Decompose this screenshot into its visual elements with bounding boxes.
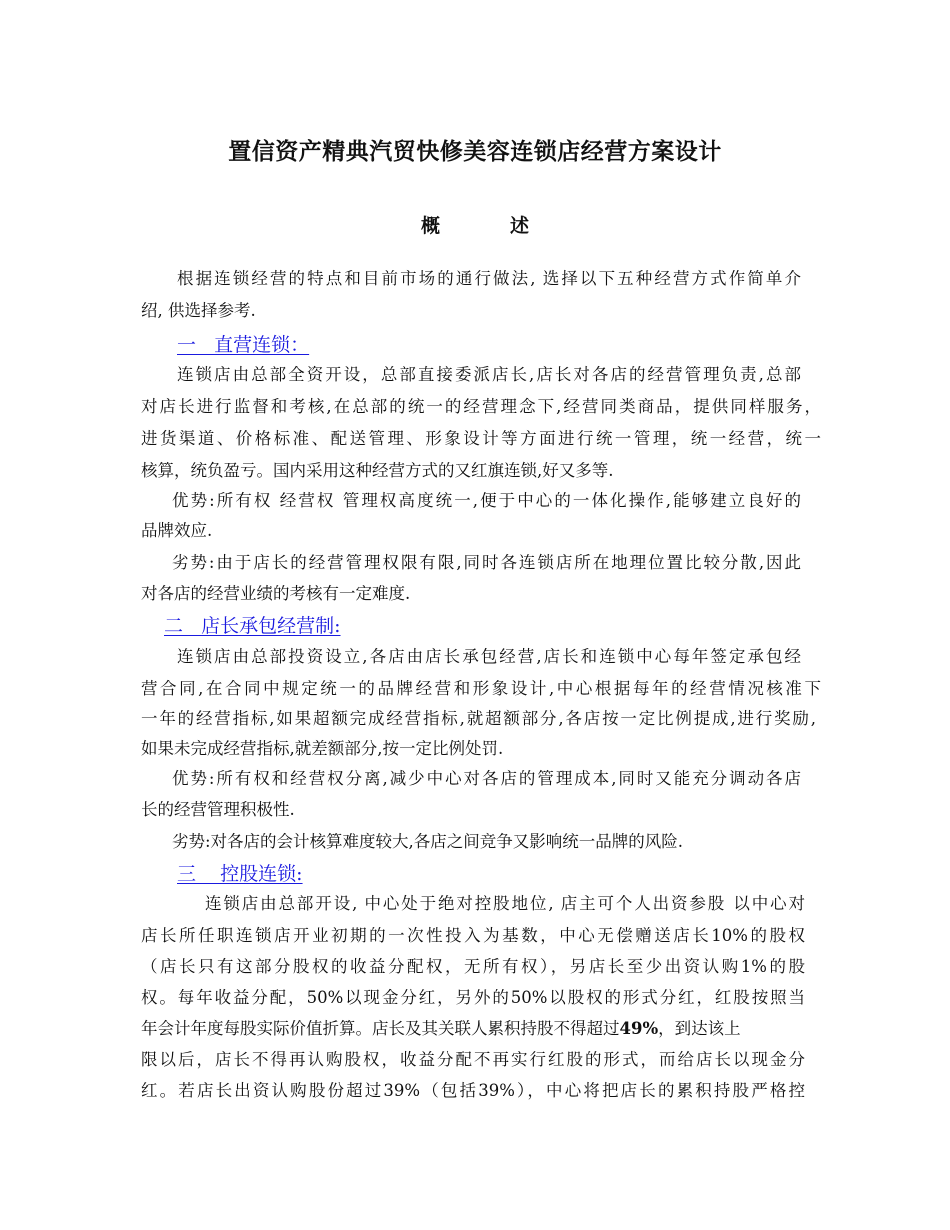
paragraph-line: 营合同,在合同中规定统一的品牌经营和形象设计,中心根据每年的经营情况核准下 [141,679,821,698]
section-subtitle [0,211,950,238]
paragraph-line: 限以后，店长不得再认购股权，收益分配不再实行红股的形式，而给店长以现金分 [141,1050,805,1069]
paragraph-line: 连锁店由总部投资设立,各店由店长承包经营,店长和连锁中心每年签定承包经 [177,647,801,666]
paragraph-line: （店长只有这部分股权的收益分配权，无所有权），另店长至少出资认购1%的股 [141,957,805,976]
pros-line: 长的经营管理积极性. [141,800,295,819]
paragraph-text: 年会计年度每股实际价值折算。店长及其关联人累积持股不得超过 [141,1019,620,1038]
subtitle-right: 述 [510,215,530,237]
paragraph-line: 核算，统负盈亏。国内采用这种经营方式的又红旗连锁,好又多等. [141,461,614,480]
section-heading-manager-contract: 二 店长承包经营制: [164,615,341,637]
intro-line: 根据连锁经营的特点和目前市场的通行做法, 选择以下五种经营方式作简单介 [177,269,801,288]
cons-line: 劣势:由于店长的经营管理权限有限,同时各连锁店所在地理位置比较分散,因此 [172,553,801,572]
section-heading-holding-chain: 三 控股连锁: [177,863,303,885]
document-title: 置信资产精典汽贸快修美容连锁店经营方案设计 [228,138,722,165]
section-heading-direct-chain: 一 直营连锁： [177,334,310,356]
paragraph-line: 如果未完成经营指标,就差额部分,按一定比例处罚. [141,739,504,758]
pros-line: 品牌效应. [141,521,213,540]
paragraph-line: 连锁店由总部全资开设，总部直接委派店长,店长对各店的经营管理负责,总部 [177,365,801,384]
cons-line: 劣势:对各店的会计核算难度较大,各店之间竞争又影响统一品牌的风险. [172,832,684,851]
paragraph-line: 权。每年收益分配，50%以现金分红，另外的50%以股权的形式分红，红股按照当 [141,988,805,1007]
paragraph-line: 进货渠道、价格标准、配送管理、形象设计等方面进行统一管理，统一经营，统一 [141,429,821,448]
paragraph-line: 对店长进行监督和考核,在总部的统一的经营理念下,经营同类商品，提供同样服务， [141,397,821,416]
paragraph-line: 一年的经营指标,如果超额完成经营指标,就超额部分,各店按一定比例提成,进行奖励, [141,709,816,728]
paragraph-text: ，到达该上 [658,1019,741,1038]
intro-line: 绍, 供选择参考. [141,301,256,320]
subtitle-left: 概 [420,215,440,237]
bold-percentage: 49% [619,1019,659,1038]
cons-line: 对各店的经营业绩的考核有一定难度. [141,584,411,603]
pros-line: 优势:所有权和经营权分离,减少中心对各店的管理成本,同时又能充分调动各店 [172,769,801,788]
paragraph-line: 连锁店由总部开设, 中心处于绝对控股地位, 店主可个人出资参股 以中心对 [205,894,805,913]
paragraph-line: 红。若店长出资认购股份超过39%（包括39%），中心将把店长的累积持股严格控 [141,1081,805,1100]
paragraph-line-with-bold [141,1018,805,1040]
pros-line: 优势:所有权 经营权 管理权高度统一,便于中心的一体化操作,能够建立良好的 [172,491,801,510]
paragraph-line: 店长所任职连锁店开业初期的一次性投入为基数，中心无偿赠送店长10%的股权 [141,926,805,945]
